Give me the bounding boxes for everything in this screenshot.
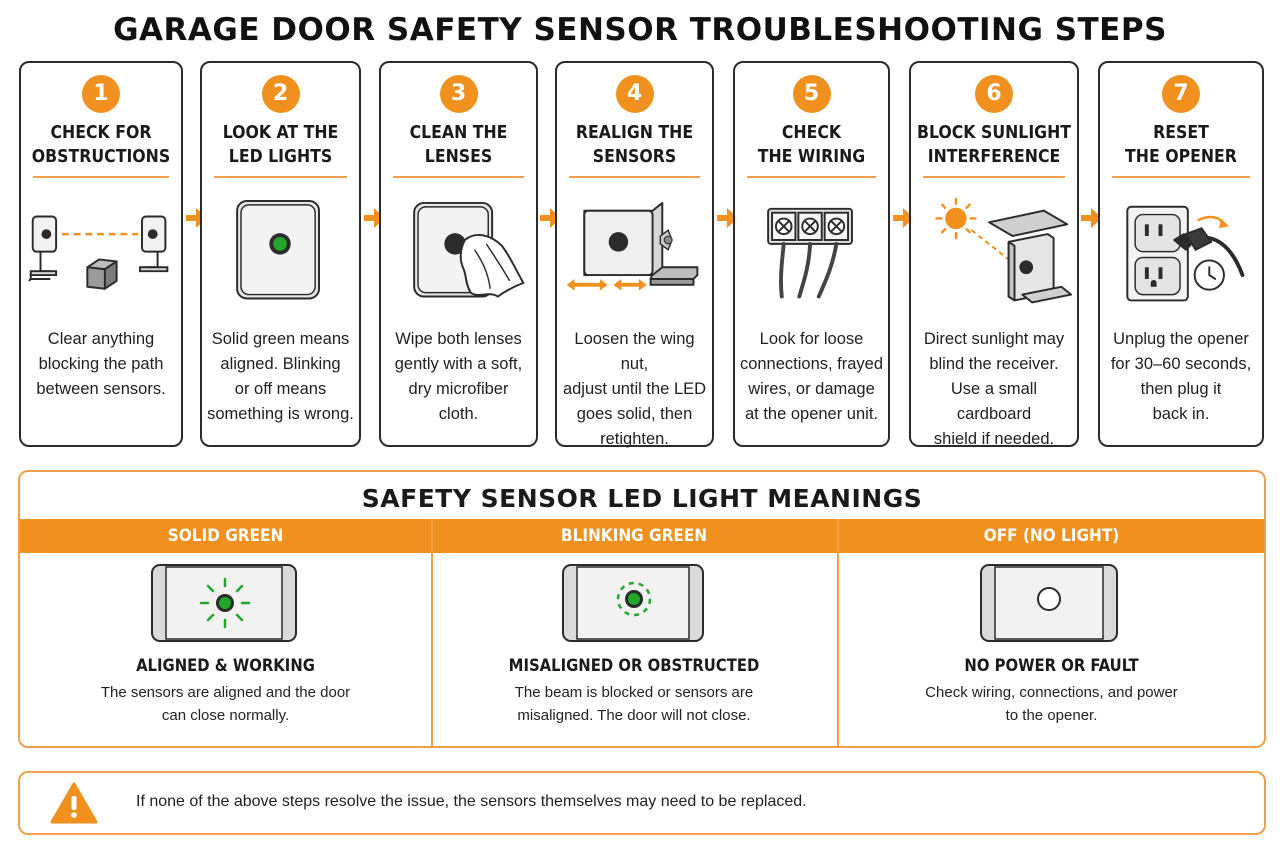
- step-description: Clear anything blocking the path between sensors.: [36, 330, 166, 398]
- step-divider: [393, 176, 524, 178]
- led-meanings-panel: [18, 470, 1266, 748]
- step-card-3: [379, 61, 538, 447]
- legend-column-header: SOLID GREEN: [167, 526, 284, 546]
- step-title: LOOK AT THE LED LIGHTS: [222, 123, 339, 167]
- step-description: Loosen the wing nut, adjust until the LED goes solid, then retighten.: [562, 330, 707, 448]
- step-number-badge: 7: [1162, 75, 1200, 113]
- step-divider: [923, 176, 1065, 178]
- step-card-2: [200, 61, 361, 447]
- step-divider: [569, 176, 700, 178]
- step-title: REALIGN THE SENSORS: [575, 123, 694, 167]
- step-number-badge: 1: [82, 75, 120, 113]
- legend-column-off: [837, 519, 1266, 748]
- legend-description: The beam is blocked or sensors are misaligned. The door will not close.: [514, 684, 754, 724]
- step-divider: [747, 176, 876, 178]
- step-card-4: [555, 61, 714, 447]
- step-number-badge: 4: [616, 75, 654, 113]
- blinking-green-led-icon: [431, 561, 837, 645]
- step-description: Direct sunlight may blind the receiver. Use a small cardboard shield if needed.: [923, 330, 1065, 448]
- page-title: GARAGE DOOR SAFETY SENSOR TROUBLESHOOTING STEPS: [113, 12, 1167, 48]
- step-divider: [214, 176, 347, 178]
- step-card-5: [733, 61, 890, 447]
- step-number-badge: 3: [440, 75, 478, 113]
- legend-column-header: BLINKING GREEN: [560, 526, 708, 546]
- step-number-badge: 2: [262, 75, 300, 113]
- step-title: CHECK FOR OBSTRUCTIONS: [31, 123, 171, 167]
- legend-column-header: OFF (NO LIGHT): [983, 526, 1120, 546]
- warning-banner: [18, 771, 1266, 835]
- step-number-badge: 5: [793, 75, 831, 113]
- step-card-1: [19, 61, 183, 447]
- step-description: Solid green means aligned. Blinking or off means something is wrong.: [207, 330, 354, 423]
- off-led-icon: [837, 561, 1266, 645]
- legend-description: Check wiring, connections, and power to the opener.: [925, 684, 1178, 724]
- step-title: CLEAN THE LENSES: [409, 123, 508, 167]
- legend-column-solid-green: [20, 519, 431, 748]
- step-description: Look for loose connections, frayed wires, or damage at the opener unit.: [739, 330, 884, 423]
- legend-description: The sensors are aligned and the door can close normally.: [100, 684, 351, 724]
- warning-triangle-icon: [50, 781, 98, 825]
- step-card-7: [1098, 61, 1264, 447]
- legend-column-blinking-green: [431, 519, 837, 748]
- legend-status: NO POWER OR FAULT: [964, 656, 1139, 675]
- step-description: Wipe both lenses gently with a soft, dry microfiber cloth.: [394, 330, 523, 423]
- step-description: Unplug the opener for 30–60 seconds, then plug it back in.: [1110, 330, 1252, 423]
- legend-status: ALIGNED & WORKING: [136, 656, 315, 675]
- solid-green-led-icon: [20, 561, 431, 645]
- warning-text: If none of the above steps resolve the issue, the sensors themselves may need to be replaced.: [136, 793, 807, 810]
- step-title: CHECK THE WIRING: [757, 123, 866, 167]
- step-card-6: [909, 61, 1079, 447]
- step-title: BLOCK SUNLIGHT INTERFERENCE: [916, 123, 1072, 167]
- step-title: RESET THE OPENER: [1125, 123, 1237, 167]
- legend-status: MISALIGNED OR OBSTRUCTED: [508, 656, 760, 675]
- legend-title: SAFETY SENSOR LED LIGHT MEANINGS: [361, 484, 923, 513]
- step-divider: [33, 176, 169, 178]
- step-divider: [1112, 176, 1250, 178]
- step-number-badge: 6: [975, 75, 1013, 113]
